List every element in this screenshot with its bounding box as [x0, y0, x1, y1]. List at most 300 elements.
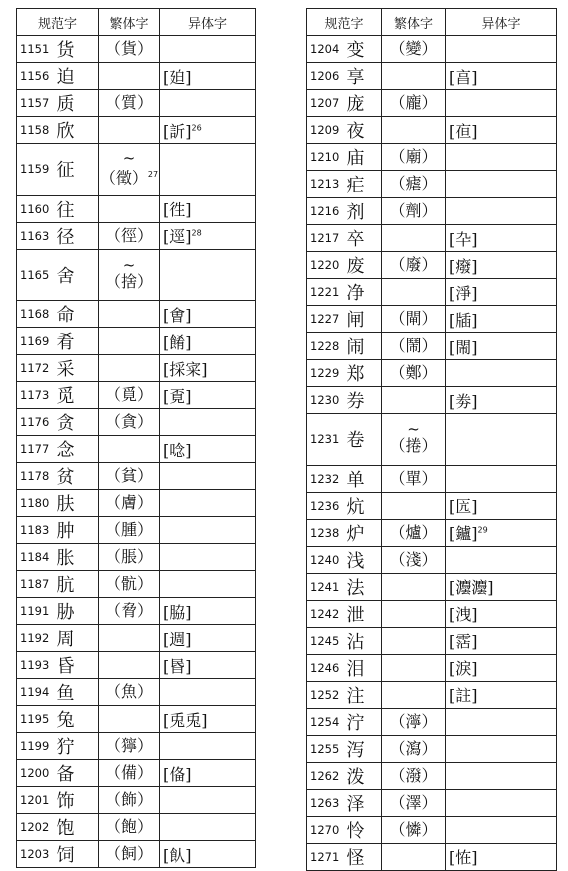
traditional-char: （鬧）	[389, 336, 438, 355]
traditional-char: （貨）	[105, 39, 154, 58]
entry-code: 1263	[307, 789, 347, 816]
traditional-char: （廟）	[389, 147, 438, 166]
standard-char: 肮	[57, 571, 99, 598]
standard-char: 废	[347, 252, 382, 279]
traditional-cell	[99, 571, 160, 598]
variant-cell	[160, 117, 256, 144]
header-standard: 规范字	[17, 9, 99, 36]
traditional-cell	[99, 679, 160, 706]
entry-code: 1184	[17, 544, 57, 571]
traditional-char: （貪）	[105, 412, 154, 432]
standard-char: 贪	[57, 409, 99, 436]
table-row	[17, 301, 256, 328]
table-row	[17, 787, 256, 814]
traditional-cell	[99, 328, 160, 355]
variant-cell	[446, 600, 557, 627]
entry-code: 1213	[307, 171, 347, 198]
variant-char: [閙]	[449, 337, 478, 357]
variant-char: [逕]	[163, 227, 192, 247]
table-row	[307, 573, 557, 600]
standard-char: 欣	[57, 117, 99, 144]
entry-code: 1159	[17, 144, 57, 196]
variant-cell	[160, 760, 256, 787]
entry-code: 1227	[307, 306, 347, 333]
variant-cell	[160, 355, 256, 382]
standard-char: 备	[57, 760, 99, 787]
traditional-char: （澤）	[389, 792, 438, 812]
traditional-cell	[382, 117, 446, 144]
table-row	[17, 328, 256, 355]
traditional-cell	[382, 816, 446, 843]
variant-cell	[160, 841, 256, 868]
traditional-cell	[99, 841, 160, 868]
header-traditional: 繁体字	[382, 9, 446, 36]
traditional-cell	[99, 517, 160, 544]
variant-cell	[160, 195, 256, 222]
footnote-marker: 29	[477, 525, 488, 535]
traditional-char: （淺）	[389, 549, 438, 569]
traditional-cell	[99, 760, 160, 787]
traditional-cell	[382, 36, 446, 63]
variant-char: [昬]	[163, 656, 192, 676]
variant-cell	[446, 117, 557, 144]
variant-cell	[160, 409, 256, 436]
standard-char: 享	[347, 63, 382, 90]
entry-code: 1172	[17, 355, 57, 382]
table-row	[17, 598, 256, 625]
standard-char: 昏	[57, 652, 99, 679]
variant-cell	[446, 546, 557, 573]
variant-char: [覔]	[163, 386, 192, 406]
standard-char: 径	[57, 222, 99, 249]
header-row	[17, 9, 256, 36]
standard-char: 饲	[57, 841, 99, 868]
table-row	[307, 36, 557, 63]
standard-char: 券	[347, 387, 382, 414]
tilde-note: ~	[122, 148, 136, 167]
traditional-cell	[99, 355, 160, 382]
traditional-cell	[99, 706, 160, 733]
traditional-char: （捨）	[105, 271, 154, 291]
variant-char: [俻]	[163, 764, 192, 784]
traditional-char: （飽）	[105, 817, 154, 837]
traditional-char: （變）	[389, 39, 438, 58]
entry-code: 1168	[17, 301, 57, 328]
tilde-note: ~	[122, 255, 136, 274]
entry-code: 1271	[307, 843, 347, 870]
table-row	[307, 546, 557, 573]
variant-cell	[160, 249, 256, 301]
traditional-cell	[99, 544, 160, 571]
table-row	[307, 762, 557, 789]
entry-code: 1270	[307, 816, 347, 843]
variant-cell	[160, 733, 256, 760]
variant-cell	[160, 63, 256, 90]
table-row	[17, 733, 256, 760]
traditional-cell	[99, 222, 160, 249]
standard-char: 胁	[57, 598, 99, 625]
entry-code: 1163	[17, 222, 57, 249]
entry-code: 1160	[17, 195, 57, 222]
standard-char: 卒	[347, 225, 382, 252]
variant-cell	[446, 360, 557, 387]
variant-char: [癈]	[449, 256, 478, 276]
header-standard: 规范字	[307, 9, 382, 36]
table-row	[307, 789, 557, 816]
traditional-char: （潑）	[389, 765, 438, 785]
traditional-cell	[382, 387, 446, 414]
variant-cell	[160, 517, 256, 544]
standard-char: 泼	[347, 762, 382, 789]
traditional-cell	[99, 144, 160, 196]
traditional-char: （單）	[389, 468, 438, 488]
table-row	[307, 654, 557, 681]
traditional-cell	[382, 306, 446, 333]
traditional-cell	[99, 436, 160, 463]
table-row	[307, 465, 557, 492]
traditional-cell	[382, 843, 446, 870]
variant-cell	[446, 843, 557, 870]
traditional-char: （龐）	[389, 93, 438, 112]
table-row	[17, 144, 256, 196]
entry-code: 1180	[17, 490, 57, 517]
standard-char: 周	[57, 625, 99, 652]
variant-char: [飤]	[163, 845, 192, 865]
variant-cell	[446, 90, 557, 117]
traditional-cell	[382, 735, 446, 762]
traditional-char: （獰）	[105, 736, 154, 756]
entry-code: 1228	[307, 333, 347, 360]
standard-char: 命	[57, 301, 99, 328]
traditional-cell	[382, 573, 446, 600]
entry-code: 1241	[307, 573, 347, 600]
traditional-cell	[382, 90, 446, 117]
traditional-cell	[99, 814, 160, 841]
entry-code: 1183	[17, 517, 57, 544]
standard-char: 肿	[57, 517, 99, 544]
traditional-cell	[99, 625, 160, 652]
standard-char: 泄	[347, 600, 382, 627]
variant-cell	[160, 490, 256, 517]
entry-code: 1199	[17, 733, 57, 760]
variant-char: [匟]	[449, 497, 478, 517]
traditional-char: （飾）	[105, 790, 154, 810]
traditional-char: （骯）	[105, 574, 154, 594]
variant-cell	[446, 252, 557, 279]
traditional-cell	[99, 90, 160, 117]
standard-char: 单	[347, 465, 382, 492]
variant-cell	[160, 544, 256, 571]
variant-char: [徃]	[163, 200, 192, 220]
table-row	[17, 463, 256, 490]
variant-cell	[446, 306, 557, 333]
variant-char: [廹]	[163, 67, 192, 87]
traditional-char: （徵）	[99, 167, 148, 187]
table-row	[307, 735, 557, 762]
traditional-cell	[382, 492, 446, 519]
variant-cell	[160, 436, 256, 463]
table-row	[307, 333, 557, 360]
traditional-cell	[382, 708, 446, 735]
standard-char: 闹	[347, 333, 382, 360]
variant-cell	[446, 816, 557, 843]
variant-cell	[446, 762, 557, 789]
traditional-cell	[99, 249, 160, 301]
variant-cell	[160, 90, 256, 117]
variant-cell	[446, 465, 557, 492]
entry-code: 1207	[307, 90, 347, 117]
standard-char: 夜	[347, 117, 382, 144]
standard-char: 疟	[347, 171, 382, 198]
table-row	[307, 63, 557, 90]
standard-char: 剂	[347, 198, 382, 225]
header-variant: 异体字	[446, 9, 557, 36]
traditional-char: （劑）	[389, 201, 438, 220]
traditional-cell	[382, 252, 446, 279]
traditional-cell	[382, 681, 446, 708]
traditional-cell	[99, 733, 160, 760]
variant-cell	[446, 492, 557, 519]
standard-char: 净	[347, 279, 382, 306]
left-character-table	[16, 8, 256, 868]
variant-cell	[446, 654, 557, 681]
standard-char: 法	[347, 573, 382, 600]
variant-cell	[446, 198, 557, 225]
traditional-char: （廢）	[389, 255, 438, 274]
entry-code: 1209	[307, 117, 347, 144]
standard-char: 贫	[57, 463, 99, 490]
entry-code: 1206	[307, 63, 347, 90]
variant-cell	[446, 414, 557, 466]
traditional-char-wrap	[99, 165, 159, 188]
variant-char: [牐]	[449, 310, 478, 330]
entry-code: 1236	[307, 492, 347, 519]
entry-code: 1220	[307, 252, 347, 279]
variant-char: [採寀]	[163, 359, 208, 379]
table-row	[307, 681, 557, 708]
traditional-cell	[382, 519, 446, 546]
entry-code: 1192	[17, 625, 57, 652]
entry-code: 1178	[17, 463, 57, 490]
standard-char: 质	[57, 90, 99, 117]
entry-code: 1193	[17, 652, 57, 679]
variant-char: [恠]	[449, 848, 478, 868]
variant-char: [週]	[163, 629, 192, 649]
table-row	[307, 225, 557, 252]
variant-cell	[446, 171, 557, 198]
table-row	[17, 706, 256, 733]
variant-char: [卆]	[449, 229, 478, 249]
table-row	[17, 249, 256, 301]
variant-cell	[446, 63, 557, 90]
traditional-char: （質）	[105, 93, 154, 112]
traditional-char: （瀉）	[389, 738, 438, 758]
traditional-char: （捲）	[389, 436, 438, 456]
table-row	[307, 816, 557, 843]
traditional-cell	[382, 144, 446, 171]
table-row	[307, 600, 557, 627]
variant-cell	[160, 706, 256, 733]
standard-char: 泽	[347, 789, 382, 816]
table-row	[17, 409, 256, 436]
table-row	[307, 279, 557, 306]
traditional-cell	[99, 195, 160, 222]
variant-cell	[160, 144, 256, 196]
traditional-cell	[99, 382, 160, 409]
standard-char: 兔	[57, 706, 99, 733]
table-row	[307, 360, 557, 387]
header-traditional: 繁体字	[99, 9, 160, 36]
standard-char: 注	[347, 681, 382, 708]
table-row	[307, 117, 557, 144]
table-row	[17, 679, 256, 706]
variant-cell	[446, 627, 557, 654]
entry-code: 1156	[17, 63, 57, 90]
traditional-cell	[382, 627, 446, 654]
table-row	[17, 382, 256, 409]
entry-code: 1202	[17, 814, 57, 841]
standard-char: 肴	[57, 328, 99, 355]
entry-code: 1230	[307, 387, 347, 414]
traditional-cell	[99, 490, 160, 517]
right-character-table	[306, 8, 557, 871]
entry-code: 1195	[17, 706, 57, 733]
standard-char: 货	[57, 36, 99, 63]
standard-char: 闸	[347, 306, 382, 333]
table-row	[17, 436, 256, 463]
table-row	[307, 519, 557, 546]
traditional-cell	[382, 171, 446, 198]
variant-char: [洩]	[449, 605, 478, 625]
standard-char: 念	[57, 436, 99, 463]
traditional-cell	[99, 787, 160, 814]
table-row	[17, 517, 256, 544]
entry-code: 1210	[307, 144, 347, 171]
table-row	[307, 198, 557, 225]
variant-cell	[446, 144, 557, 171]
variant-cell	[160, 36, 256, 63]
traditional-cell	[99, 652, 160, 679]
entry-code: 1217	[307, 225, 347, 252]
traditional-cell	[382, 333, 446, 360]
standard-char: 炕	[347, 492, 382, 519]
footnote-marker: 26	[191, 123, 202, 133]
variant-cell	[446, 279, 557, 306]
table-row	[17, 90, 256, 117]
standard-char: 沾	[347, 627, 382, 654]
variant-char: [兎兎]	[163, 710, 208, 730]
traditional-char: （腫）	[105, 520, 154, 540]
entry-code: 1262	[307, 762, 347, 789]
variant-cell	[446, 333, 557, 360]
traditional-cell	[382, 63, 446, 90]
table-row	[17, 571, 256, 598]
traditional-cell	[99, 63, 160, 90]
standard-char: 卷	[347, 414, 382, 466]
variant-char: [亱]	[449, 121, 478, 141]
variant-char: [亯]	[449, 67, 478, 87]
standard-char: 泪	[347, 654, 382, 681]
entry-code: 1165	[17, 249, 57, 301]
standard-char: 征	[57, 144, 99, 196]
entry-code: 1194	[17, 679, 57, 706]
traditional-char: （徑）	[105, 225, 154, 245]
standard-char: 浅	[347, 546, 382, 573]
traditional-char: （瘧）	[389, 174, 438, 193]
variant-cell	[160, 463, 256, 490]
standard-char: 怪	[347, 843, 382, 870]
table-row	[17, 760, 256, 787]
traditional-cell	[382, 360, 446, 387]
variant-char: [霑]	[449, 632, 478, 652]
table-row	[17, 195, 256, 222]
table-row	[17, 625, 256, 652]
entry-code: 1169	[17, 328, 57, 355]
traditional-cell	[99, 301, 160, 328]
standard-char: 泞	[347, 708, 382, 735]
standard-char: 饰	[57, 787, 99, 814]
variant-cell	[446, 735, 557, 762]
entry-code: 1229	[307, 360, 347, 387]
variant-char: [訢]	[163, 121, 192, 141]
traditional-char: （貧）	[105, 466, 154, 486]
standard-char: 庙	[347, 144, 382, 171]
variant-cell	[446, 789, 557, 816]
variant-cell	[160, 571, 256, 598]
entry-code: 1252	[307, 681, 347, 708]
traditional-cell	[382, 279, 446, 306]
entry-code: 1245	[307, 627, 347, 654]
entry-code: 1200	[17, 760, 57, 787]
variant-cell	[446, 681, 557, 708]
table-row	[307, 708, 557, 735]
entry-code: 1246	[307, 654, 347, 681]
variant-cell	[160, 652, 256, 679]
traditional-char: （閘）	[389, 309, 438, 328]
table-row	[307, 171, 557, 198]
traditional-cell	[382, 414, 446, 466]
entry-code: 1158	[17, 117, 57, 144]
traditional-cell	[99, 409, 160, 436]
footnote-marker: 27	[147, 169, 159, 179]
table-row	[17, 222, 256, 249]
variant-char: [㑹]	[163, 305, 192, 325]
table-row	[307, 414, 557, 466]
variant-char: [脇]	[163, 602, 192, 622]
traditional-char: （脅）	[105, 601, 154, 621]
traditional-cell	[382, 762, 446, 789]
variant-char: [灋灋]	[449, 578, 494, 598]
traditional-char: （濘）	[389, 711, 438, 731]
table-row	[307, 144, 557, 171]
variant-cell	[446, 36, 557, 63]
variant-char: [鑪]	[449, 524, 478, 544]
entry-code: 1242	[307, 600, 347, 627]
entry-code: 1216	[307, 198, 347, 225]
traditional-cell	[382, 225, 446, 252]
table-row	[307, 90, 557, 117]
entry-code: 1191	[17, 598, 57, 625]
variant-char: [唸]	[163, 440, 192, 460]
standard-char: 泻	[347, 735, 382, 762]
entry-code: 1203	[17, 841, 57, 868]
entry-code: 1232	[307, 465, 347, 492]
table-row	[307, 387, 557, 414]
variant-char: [劵]	[449, 391, 478, 411]
table-row	[17, 63, 256, 90]
variant-cell	[446, 573, 557, 600]
standard-char: 鱼	[57, 679, 99, 706]
